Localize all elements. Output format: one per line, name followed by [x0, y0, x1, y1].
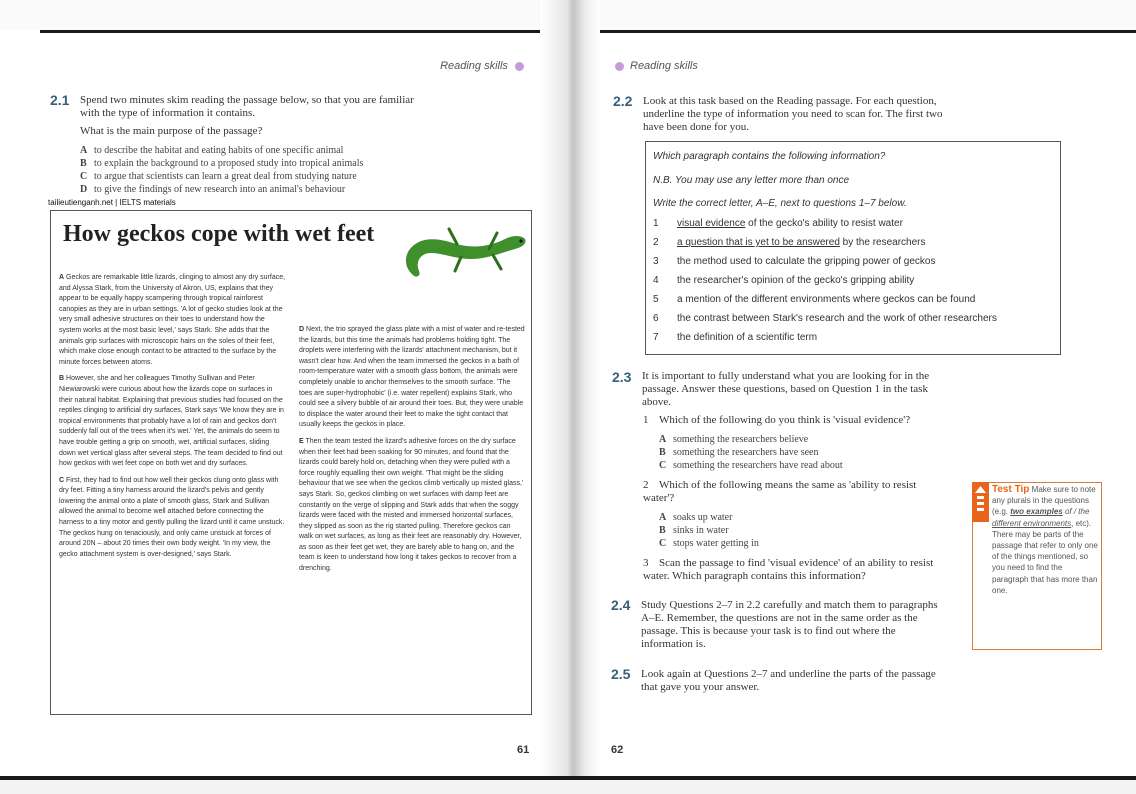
question-2-options	[659, 511, 959, 550]
task-item-3: 3 the method used to calculate the gripping power of geckos	[653, 256, 936, 267]
article-title: How geckos cope with wet feet	[63, 221, 375, 247]
question-2: 2 Which of the following means the same as 'ability to resist water'?	[643, 479, 917, 504]
book-gutter	[540, 0, 600, 794]
question-1: 1 Which of the following do you think is 'visual evidence'?	[643, 414, 911, 426]
option-b: B to explain the background to a proposed study into tropical animals	[80, 158, 364, 169]
section-2-3-instruction: It is important to fully understand what you are looking for in the passage. Answer these questions, based on Question 1 in the task above.	[642, 370, 930, 408]
option-d: D to give the findings of new research into an animal's behaviour	[80, 184, 346, 195]
article-box	[50, 210, 532, 715]
question-1-options	[659, 433, 959, 472]
task-item-1: 1 visual evidence of the gecko's ability to resist water	[653, 218, 903, 229]
task-item-6: 6 the contrast between Stark's research and the work of other researchers	[653, 313, 997, 324]
section-2-4-instruction: Study Questions 2–7 in 2.2 carefully and match them to paragraphs A–E. Remember, the questions are not in the same order as the passage. This is because your task is to find out where the information is.	[641, 599, 938, 650]
section-2-4-number: 2.4	[611, 597, 631, 613]
test-tip-title: Test Tip	[992, 484, 1030, 495]
task-instruction-3: Write the correct letter, A–E, next to questions 1–7 below.	[653, 198, 907, 209]
task-item-5: 5 a mention of the different environments where geckos can be found	[653, 294, 976, 305]
q1-option-b: B something the researchers have seen	[659, 447, 819, 458]
section-2-1-number: 2.1	[50, 92, 70, 108]
test-tip-bar	[972, 482, 989, 522]
paragraph-d: D Next, the trio sprayed the glass plate with a mist of water and re-tested the lizards, but this time the animals had problems holding tight. The droplets were interfering with the lizards' attachment mechanism, but it wasn't clear how. And when the team immersed the geckos in a bath of room-temperature water with a smooth glass bottom, the animals were completely unable to anchor themselves to the smooth surface. 'The toes are super-hydrophobic' (i.e. water repellent) explains Stark, who could see a silvery bubble of air around their toes. But, they were unable to displace the water around their feet to make the tight contact that usually keeps the geckos in place.	[299, 326, 525, 429]
header-dot-icon	[515, 62, 524, 71]
section-2-1-options	[80, 144, 440, 196]
option-c: C to argue that scientists can learn a great deal from studying nature	[80, 171, 357, 182]
right-running-header	[615, 60, 698, 72]
section-2-5-instruction: Look again at Questions 2–7 and underline the parts of the passage that gave you your answer.	[641, 668, 936, 693]
section-2-3-number: 2.3	[612, 369, 632, 385]
scan-bottom-margin	[0, 780, 1136, 794]
q1-option-c: C something the researchers have read about	[659, 460, 843, 471]
header-dot-icon	[615, 62, 624, 71]
section-2-2-instruction: Look at this task based on the Reading passage. For each question, underline the type of information you need to scan for. The first two have been done for you.	[643, 95, 943, 133]
section-2-5-number: 2.5	[611, 666, 631, 682]
left-running-header	[440, 60, 524, 72]
left-header-label: Reading skills	[440, 60, 508, 72]
paragraph-b: B However, she and her colleagues Timothy Sullivan and Peter Niewiarowski were curious about how the lizards cope on surfaces in their natural habitat. Explaining that previous studies had focused on the reptiles clinging to artificial dry surfaces, Stark says 'We know they are in tropical environments that probably have a lot of rain and geckos don't suddenly fall out of the trees when it's wet.' Yet, the animals do seem to have trouble getting a grip on smooth, wet, artificial surfaces, sliding down wet vertical glass after several steps. The team decided to find out how geckos with wet feet cope on both wet and dry surfaces.	[59, 375, 284, 468]
section-2-2-number: 2.2	[613, 93, 633, 109]
task-item-7: 7 the definition of a scientific term	[653, 332, 818, 343]
question-3: 3 Scan the passage to find 'visual evidence' of an ability to resist water. Which paragraph contains this information?	[643, 557, 934, 582]
right-header-label: Reading skills	[630, 60, 698, 72]
q2-option-b: B sinks in water	[659, 525, 729, 536]
section-2-1-instruction: Spend two minutes skim reading the passage below, so that you are familiar with the type of information it contains.	[80, 94, 414, 119]
q1-option-a: A something the researchers believe	[659, 434, 809, 445]
tip-arrow-icon	[972, 482, 989, 522]
test-tip-text: Test Tip Make sure to note any plurals in the questions (e.g. two examples of / the different environments, etc). There may be parts of the passage that refer to only one of the things mentioned, so you need to find the paragraph that has more than one.	[992, 484, 1098, 595]
paragraph-e: E Then the team tested the lizard's adhesive forces on the dry surface when their feet had been soaking for 90 minutes, and found that the lizards could barely hold on, detaching when they were pulled with a force roughly equalling their own weight. 'That might be the sliding behaviour that we see when the geckos climb vertically up misted glass,' says Stark. So, geckos climbing on wet surfaces with damp feet are constantly on the verge of slipping and Stark adds that when the soggy lizards were faced with the misted and immersed horizontal surfaces, they slipped as soon as the rig started pulling. Therefore geckos can walk on wet surfaces, as long as their feet are reasonably dry. However, as soon as their feet get wet, they are barely able to hang on, and the team is keen to understand how long it takes geckos to recover from a drenching.	[299, 437, 524, 573]
watermark: tailieutienganh.net | IELTS materials	[48, 198, 176, 207]
task-instruction-1: Which paragraph contains the following information?	[653, 151, 886, 162]
task-item-2: 2 a question that is yet to be answered by the researchers	[653, 237, 926, 248]
page-number-61: 61	[517, 744, 530, 756]
article-column-1	[59, 273, 287, 560]
task-instruction-2: N.B. You may use any letter more than once	[653, 175, 850, 186]
q2-option-c: C stops water getting in	[659, 538, 759, 549]
page-number-62: 62	[611, 744, 624, 756]
q2-option-a: A soaks up water	[659, 512, 733, 523]
task-box	[645, 141, 1061, 355]
task-item-4: 4 the researcher's opinion of the gecko's gripping ability	[653, 275, 915, 286]
section-2-1-question: What is the main purpose of the passage?	[80, 125, 263, 137]
option-a: A to describe the habitat and eating habits of one specific animal	[80, 145, 344, 156]
gecko-icon	[401, 217, 531, 297]
paragraph-c: C First, they had to find out how well their geckos clung onto glass with dry feet. Fitting a tiny harness around the lizard's pelvis and gently lowering the animal onto a plate of smooth glass, Stark and Sullivan allowed the animal to become well attached before connecting the harness to a tiny motor and gently pulling the lizard until it came unstuck. The geckos hung on tenaciously, and only came unstuck at forces of around 20N – about 20 times their own body weight. 'In my view, the gecko attachment system is over-designed,' says Stark.	[59, 476, 285, 558]
paragraph-a: A Geckos are remarkable little lizards, clinging to almost any dry surface, and Alyssa Stark, from the University of Akron, US, explains that they appear to be equally happy scampering through tropical rainforest canopies as they are in urban settings. 'A lot of gecko studies look at the very small adhesive structures on their toes to understand how the system works at the most basic level,' says Stark. She adds that the animals grip surfaces with microscopic hairs on the soles of their feet, which make close enough contact to be attracted to the surface by the minute forces between atoms.	[59, 274, 286, 366]
article-column-2	[299, 325, 525, 575]
